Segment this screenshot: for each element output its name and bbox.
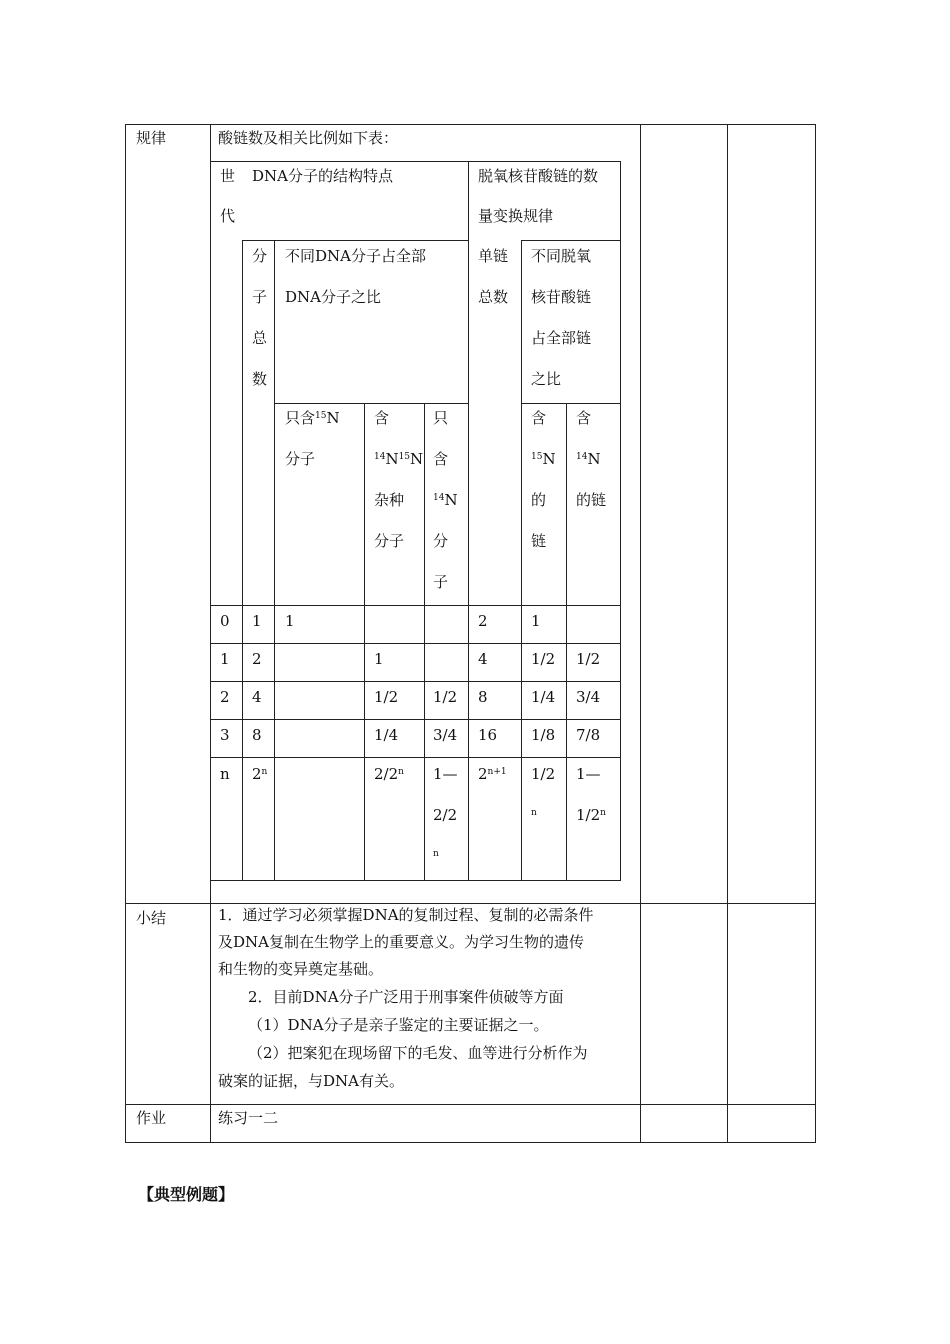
header-jiegou: DNA分子的结构特点 xyxy=(252,167,393,185)
row-label-xiaojie: 小结 xyxy=(136,909,167,927)
section-title: 【典型例题】 xyxy=(138,1185,235,1204)
table-intro: 酸链数及相关比例如下表： xyxy=(218,129,399,147)
row-label-zuoye: 作业 xyxy=(136,1109,167,1127)
row-label-guilv: 规律 xyxy=(136,129,167,147)
homework-text: 练习一二 xyxy=(218,1109,279,1127)
